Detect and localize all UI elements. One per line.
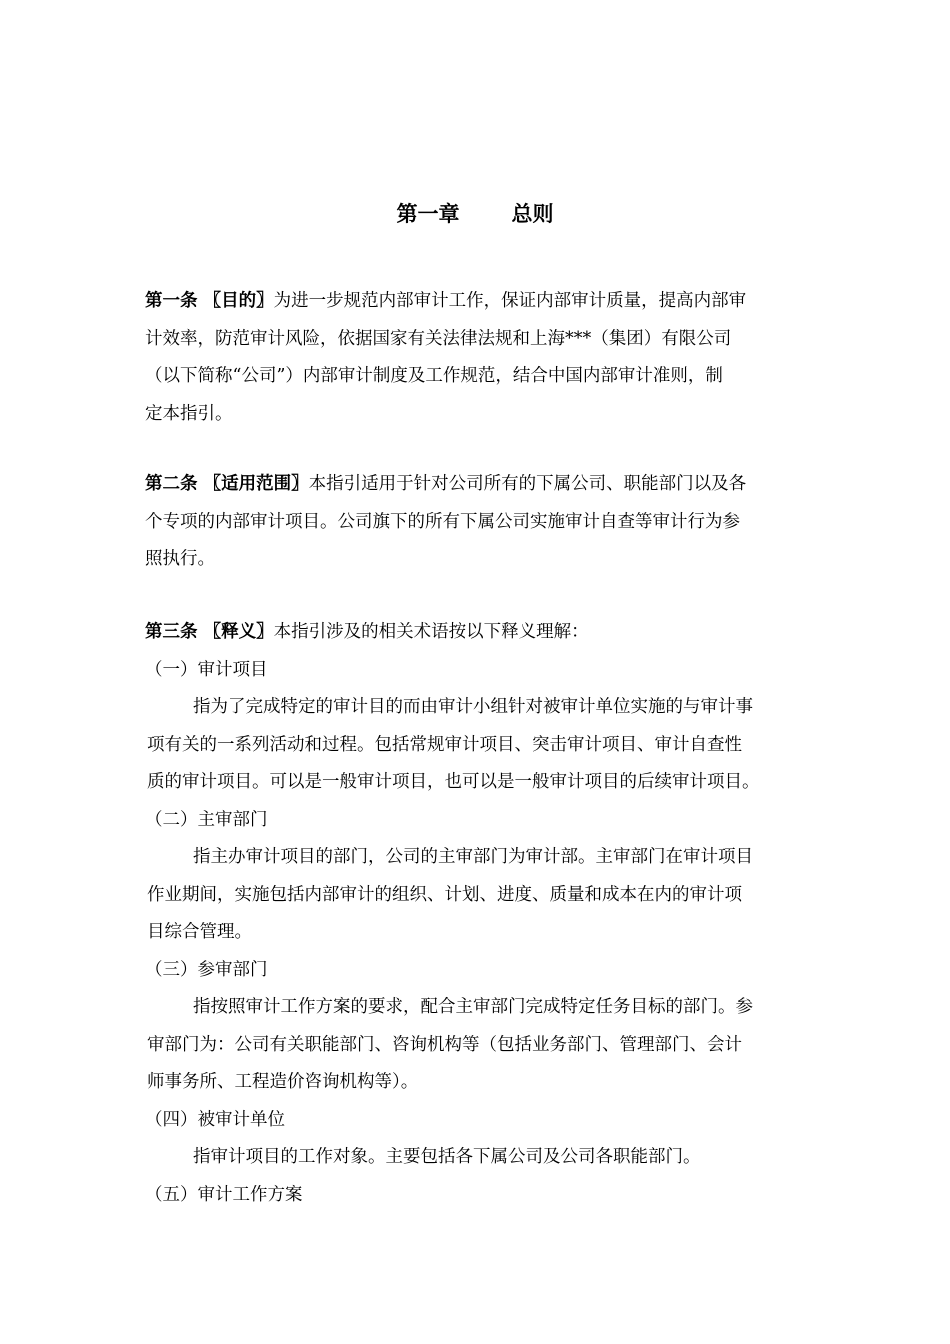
definition-heading-3: （三）参审部门 [145, 959, 268, 980]
article-1-line-1 [145, 283, 815, 321]
definition-4-line-1: 指审计项目的工作对象。主要包括各下属公司及公司各职能部门。 [193, 1147, 701, 1167]
definition-1-line-1: 指为了完成特定的审计目的而由审计小组针对被审计单位实施的与审计事 [193, 697, 753, 717]
article-1 [145, 283, 815, 433]
definition-heading-4: （四）被审计单位 [145, 1109, 285, 1130]
article-1-label: 第一条 〖目的〗 [145, 291, 274, 311]
article-1-line-2: 计效率，防范审计风险，依据国家有关法律法规和上海***（集团）有限公司 [145, 328, 732, 349]
article-3 [145, 614, 815, 1214]
definition-2-line-2: 作业期间，实施包括内部审计的组织、计划、进度、质量和成本在内的审计项 [147, 884, 742, 905]
definition-heading-1: （一）审计项目 [145, 659, 268, 680]
definition-heading-5: （五）审计工作方案 [145, 1184, 303, 1205]
article-2-label: 第二条 〖适用范围〗 [145, 474, 309, 494]
article-3-label: 第三条 〖释义〗 [145, 622, 274, 642]
article-1-line-3: （以下简称“公司”）内部审计制度及工作规范，结合中国内部审计准则，制 [145, 366, 723, 386]
chapter-number: 第一章 [396, 202, 460, 226]
article-1-line-4: 定本指引。 [145, 403, 233, 424]
article-1-text: 为进一步规范内部审计工作，保证内部审计质量，提高内部审 [273, 291, 747, 311]
article-2-line-1 [145, 466, 815, 504]
definition-3-line-1: 指按照审计工作方案的要求，配合主审部门完成特定任务目标的部门。参 [193, 997, 753, 1017]
article-3-intro: 本指引涉及的相关术语按以下释义理解： [273, 622, 589, 642]
article-3-line-1 [145, 614, 815, 652]
definition-2-line-1: 指主办审计项目的部门，公司的主审部门为审计部。主审部门在审计项目 [193, 847, 753, 867]
article-2 [145, 466, 815, 579]
article-2-line-2: 个专项的内部审计项目。公司旗下的所有下属公司实施审计自查等审计行为参 [145, 511, 740, 532]
definition-3-line-3: 师事务所、工程造价咨询机构等）。 [147, 1072, 419, 1092]
chapter-title: 总则 [511, 202, 554, 226]
article-2-line-3: 照执行。 [145, 549, 215, 569]
definition-2-line-3: 目综合管理。 [147, 922, 252, 942]
definition-1-line-3: 质的审计项目。可以是一般审计项目，也可以是一般审计项目的后续审计项目。 [147, 772, 760, 792]
article-2-text: 本指引适用于针对公司所有的下属公司、职能部门以及各 [308, 474, 747, 494]
definition-heading-2: （二）主审部门 [145, 809, 268, 830]
definition-3-line-2: 审部门为：公司有关职能部门、咨询机构等（包括业务部门、管理部门、会计 [147, 1034, 742, 1055]
definition-1-line-2: 项有关的一系列活动和过程。包括常规审计项目、突击审计项目、审计自查性 [147, 734, 742, 755]
chapter-heading [0, 196, 950, 232]
